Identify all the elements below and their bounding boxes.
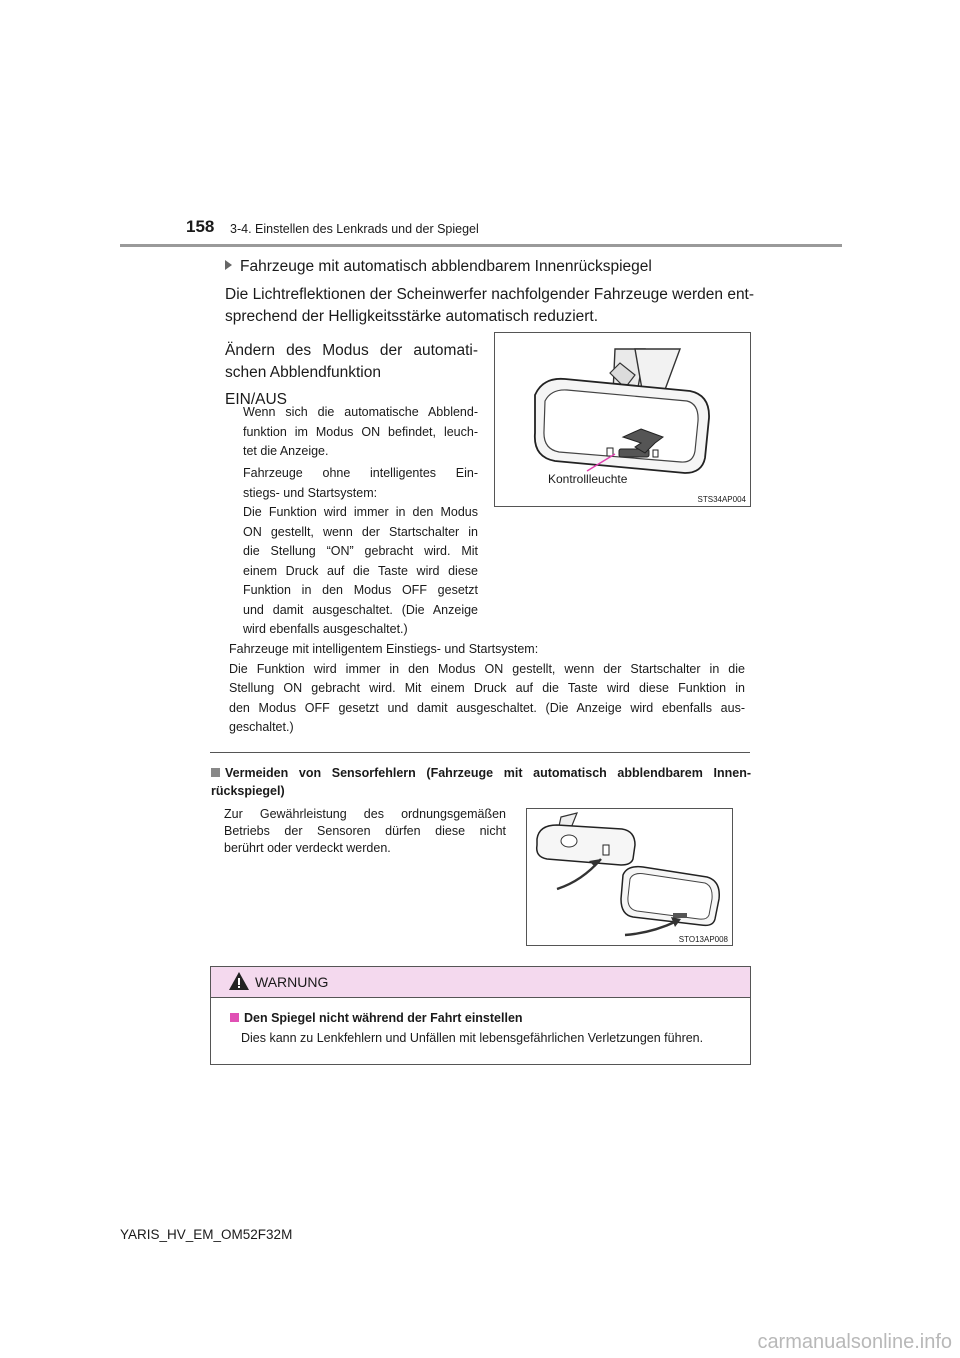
text-line: wird ebenfalls ausgeschaltet.) bbox=[243, 622, 408, 636]
text-line: Die Funktion wird immer in den Modus ON gestellt, wenn der Startschalter in die bbox=[229, 661, 745, 676]
text-line: Vermeiden von Sensorfehlern (Fahrzeuge mit automatisch abblendbarem Innen- bbox=[225, 766, 751, 780]
callout-label: Kontrollleuchte bbox=[548, 472, 628, 486]
text-line: stiegs- und Startsystem: bbox=[243, 485, 378, 500]
square-bullet-icon bbox=[211, 768, 220, 777]
header-rule bbox=[120, 244, 842, 247]
mode-label-on-off: EIN/AUS bbox=[225, 391, 288, 408]
section-divider bbox=[210, 752, 750, 753]
text-line: tet die Anzeige. bbox=[243, 444, 329, 458]
text-line: Betriebs der Sensoren dürfen diese nicht bbox=[224, 824, 506, 838]
text-line: ON gestellt, wenn der Startschalter in bbox=[243, 524, 478, 539]
intro-heading bbox=[225, 256, 652, 278]
text-line: Den Spiegel nicht während der Fahrt einstellen bbox=[244, 1011, 523, 1025]
text-line: funktion im Modus ON befindet, leuch- bbox=[243, 424, 478, 439]
sensor-heading-line-2: rückspiegel) bbox=[211, 784, 285, 798]
text-line: die Stellung “ON” gebracht wird. Mit bbox=[243, 544, 478, 558]
intro-line-1: Die Lichtreflektionen der Scheinwerfer nachfolgender Fahrzeuge werden ent- bbox=[225, 286, 755, 303]
mode-heading-line-2: schen Abblendfunktion bbox=[225, 364, 381, 381]
triangle-bullet-icon bbox=[225, 260, 232, 270]
text-line: einem Druck auf die Taste wird diese bbox=[243, 563, 478, 578]
warning-header bbox=[211, 967, 750, 998]
text-line: geschaltet.) bbox=[229, 720, 294, 734]
mode-description-3 bbox=[229, 640, 745, 738]
sensor-heading bbox=[211, 764, 751, 800]
figure-code: STO13AP008 bbox=[678, 935, 728, 944]
text-line: Fahrzeuge ohne intelligentes Ein- bbox=[243, 466, 478, 480]
text-line: Stellung ON gebracht wird. Mit einem Druck auf die Taste wird diese Funktion in bbox=[229, 681, 745, 695]
text-line: berührt oder verdeckt werden. bbox=[224, 841, 391, 855]
text-line: Wenn sich die automatische Abblend- bbox=[243, 405, 478, 419]
figure-rearview-mirror bbox=[494, 332, 751, 507]
text-line: und damit ausgeschaltet. (Die Anzeige bbox=[243, 602, 478, 617]
text-line: den Modus OFF gesetzt und damit ausgeschaltet. (Die Anzeige wird ebenfalls aus- bbox=[229, 700, 745, 715]
warning-item-title bbox=[230, 1011, 523, 1025]
warning-item-text: Dies kann zu Lenkfehlern und Unfällen mit lebensgefährlichen Verletzungen führen. bbox=[241, 1031, 704, 1045]
text-line: Die Funktion wird immer in den Modus bbox=[243, 505, 478, 519]
sensor-body bbox=[224, 806, 506, 857]
page-number: 158 bbox=[186, 217, 215, 236]
intro-line-2: sprechend der Helligkeitsstärke automatisch reduziert. bbox=[225, 308, 599, 325]
sensor-heading-line-1 bbox=[211, 764, 751, 782]
watermark: carmanualsonline.info bbox=[757, 1331, 952, 1353]
warning-title: WARNUNG bbox=[255, 974, 329, 990]
mode-description-1 bbox=[243, 403, 478, 462]
text-line: Fahrzeuge mit intelligentem Einstiegs- und Startsystem: bbox=[229, 642, 539, 656]
square-bullet-icon bbox=[230, 1013, 239, 1022]
warning-triangle-icon bbox=[228, 971, 250, 991]
intro-title: Fahrzeuge mit automatisch abblendbarem Innenrückspiegel bbox=[240, 258, 652, 275]
warning-box bbox=[210, 966, 751, 1065]
figure-sensor-locations bbox=[526, 808, 733, 946]
mode-heading-line-1: Ändern des Modus der automati- bbox=[225, 342, 478, 359]
document-code: YARIS_HV_EM_OM52F32M bbox=[120, 1227, 293, 1242]
sensor-illustration bbox=[527, 809, 732, 945]
section-title: 3-4. Einstellen des Lenkrads und der Spiegel bbox=[230, 222, 479, 236]
figure-code: STS34AP004 bbox=[697, 495, 746, 504]
mode-description-2 bbox=[243, 464, 478, 640]
text-line: Funktion in den Modus OFF gesetzt bbox=[243, 583, 478, 597]
text-line: Zur Gewährleistung des ordnungsgemäßen bbox=[224, 807, 506, 821]
